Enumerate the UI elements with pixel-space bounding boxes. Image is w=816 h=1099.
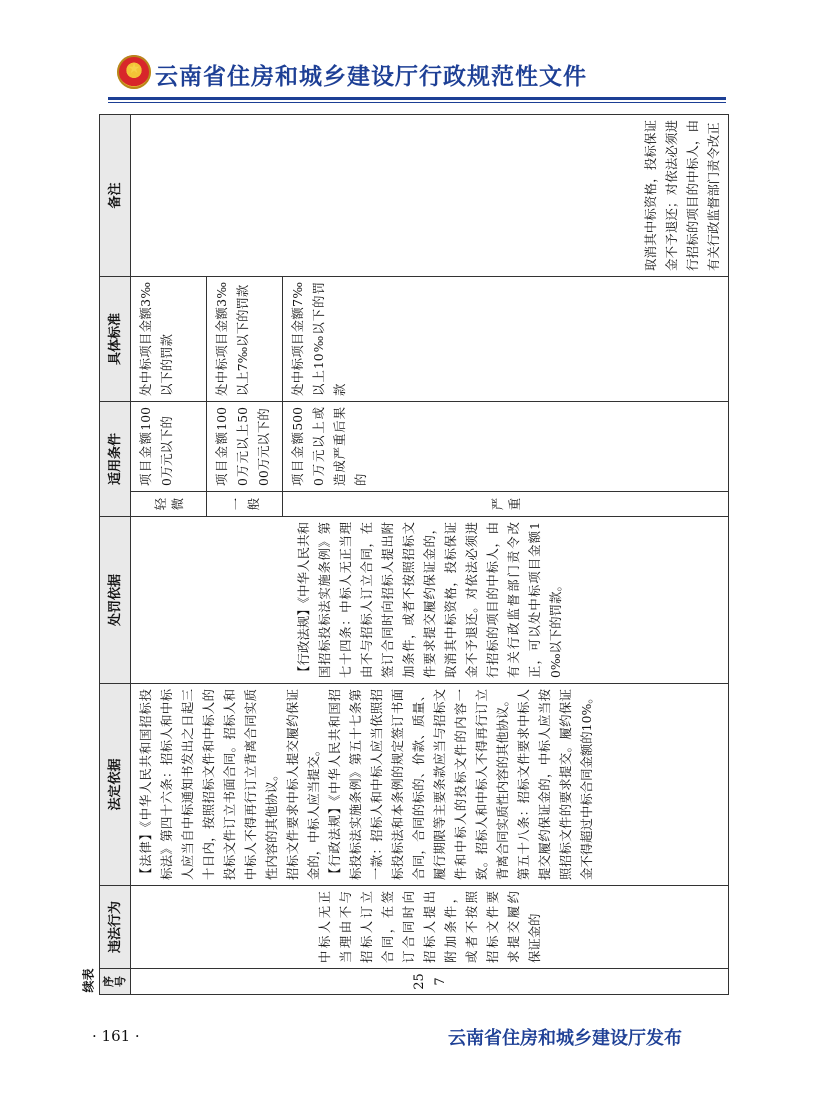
header-legal-basis: 法定依据 xyxy=(100,684,131,886)
continued-label: 续表 xyxy=(81,968,96,993)
row-number: 257 xyxy=(131,969,729,995)
header-divider xyxy=(108,97,726,100)
header-remark: 备注 xyxy=(100,114,131,276)
header-violation: 违法行为 xyxy=(100,886,131,969)
tier-condition: 项目金额5000万元以上或造成严重后果的 xyxy=(283,401,729,491)
tier-standard: 处中标项目金额3‰以下的罚款 xyxy=(131,276,207,401)
rotated-table-wrapper xyxy=(99,115,729,995)
page-number: · 161 · xyxy=(92,1027,140,1045)
legal-basis-paragraph: 第五十八条：招标文件要求中标人提交履约保证金的，中标人应当按照招标文件的要求提交。履约保证金不得超过中标合同金额的10%。 xyxy=(516,689,594,880)
footer-publisher: 云南省住房和城乡建设厅发布 xyxy=(448,1028,682,1049)
legal-basis-paragraph: 【法律】《中华人民共和国招标投标法》第四十六条：招标人和中标人应当自中标通知书发出之日起三十日内，按照招标文件和中标人的投标文件订立书面合同。招标人和中标人不得再行订立背离合同实质性内容的其他协议。 xyxy=(138,689,279,880)
national-emblem-icon xyxy=(117,55,151,89)
tier-condition: 项目金额1000万元以上5000万元以下的 xyxy=(207,401,283,491)
violation-cell: 中标人无正当理由不与招标人订立合同，在签订合同时向招标人提出附加条件，或者不按照招标文件要求提交履约保证金的 xyxy=(131,886,729,969)
penalty-standard-table xyxy=(99,114,729,995)
legal-basis-paragraph: 招标文件要求中标人提交履约保证金的，中标人应当提交。 xyxy=(285,689,321,880)
tier-standard: 处中标项目金额7‰以上10‰以下的罚款 xyxy=(283,276,729,401)
legal-basis-paragraph: 【行政法规】《中华人民共和国招标投标法实施条例》第五十七条第一款：招标人和中标人应当依照招标投标法和本条例的规定签订书面合同，合同的标的、价款、质量、履行期限等主要条款应当与招标文件和中标人的投标文件的内容一致。招标人和中标人不得再行订立背离合同实质性内容的其他协议。 xyxy=(327,689,510,880)
penalty-basis-cell: 【行政法规】《中华人民共和国招标投标法实施条例》第七十四条：中标人无正当理由不与招标人订立合同，在签订合同时向招标人提出附加条件，或者不按照招标文件要求提交履约保证金的，取消其中标资格，投标保证金不予退还。对依法必须进行招标的项目的中标人，由有关行政监督部门责令改正，可以处中标项目金额10‰以下的罚款。 xyxy=(131,517,729,684)
table-header-row xyxy=(100,114,131,994)
tier-level: 严重 xyxy=(283,492,729,517)
header-divider-thin xyxy=(108,102,726,103)
tier-condition: 项目金额1000万元以下的 xyxy=(131,401,207,491)
table-row xyxy=(131,114,207,994)
header-condition: 适用条件 xyxy=(100,401,131,516)
header-penalty-basis: 处罚依据 xyxy=(100,517,131,684)
remark-cell: 取消其中标资格，投标保证金不予退还；对依法必须进行招标的项目的中标人，由有关行政监督部门责令改正 xyxy=(131,114,729,276)
header-standard: 具体标准 xyxy=(100,276,131,401)
tier-level: 轻微 xyxy=(131,492,207,517)
tier-standard: 处中标项目金额3‰以上7‰以下的罚款 xyxy=(207,276,283,401)
legal-basis-cell xyxy=(131,684,729,886)
tier-level: 一般 xyxy=(207,492,283,517)
header-number: 序号 xyxy=(100,969,131,995)
document-header-title: 云南省住房和城乡建设厅行政规范性文件 xyxy=(155,64,587,90)
